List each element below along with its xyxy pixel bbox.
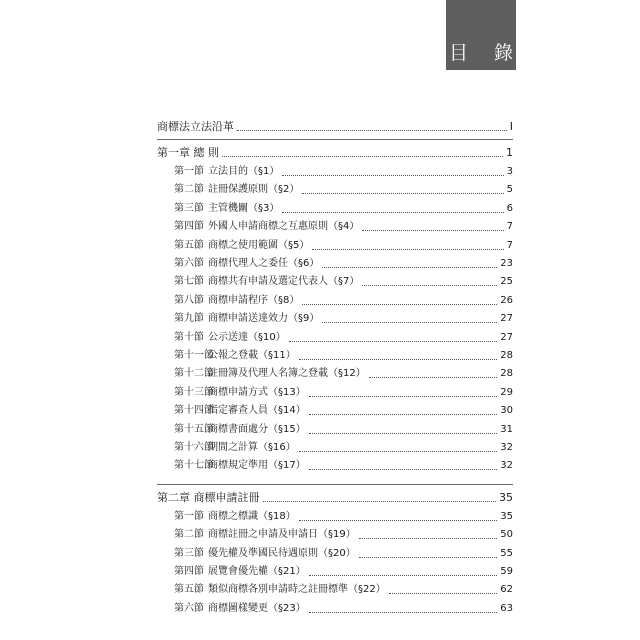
toc-section-entry <box>174 291 513 307</box>
toc-section-entry <box>174 272 513 288</box>
leader-dots <box>263 501 497 502</box>
section-title: 展覽會優先權（§21） <box>208 566 306 577</box>
toc-entry-label <box>174 166 279 178</box>
leader-dots <box>302 304 497 305</box>
toc-section-entry <box>174 420 513 436</box>
section-number: 第二節 <box>174 529 204 541</box>
section-title: 註冊簿及代理人名簿之登載（§12） <box>208 368 366 380</box>
leader-dots <box>299 359 498 360</box>
toc-entry-label <box>174 460 306 472</box>
toc-entry-label <box>174 442 296 454</box>
section-number: 第十一節 <box>174 350 214 361</box>
section-title: 商標規定準用（§17） <box>208 460 306 472</box>
leader-dots <box>362 230 503 231</box>
page-number: 23 <box>500 258 513 269</box>
page-number: 32 <box>500 460 513 472</box>
toc-section-entry <box>174 199 513 215</box>
page-number: 55 <box>500 547 513 559</box>
toc-section-entry <box>174 438 513 454</box>
toc-section-entry <box>174 346 513 362</box>
section-number: 第十三節 <box>174 386 214 398</box>
leader-dots <box>322 267 497 268</box>
toc-entry-label <box>174 566 306 578</box>
leader-dots <box>299 520 498 521</box>
toc-entry-label <box>174 350 296 362</box>
section-number: 第二節 <box>174 184 204 196</box>
section-number: 第十六節 <box>174 442 214 453</box>
page-number: 1 <box>506 146 513 159</box>
section-title: 外國人申請商標之互惠原則（§4） <box>208 221 360 233</box>
leader-dots <box>309 433 498 434</box>
section-number: 第十七節 <box>174 460 214 472</box>
toc-entry-label <box>174 240 309 252</box>
section-number: 第一節 <box>174 166 204 177</box>
leader-dots <box>362 285 497 286</box>
toc-entry-label <box>174 276 359 288</box>
page-number: 63 <box>500 602 513 614</box>
section-number: 第十四節 <box>174 405 214 417</box>
toc-entry-label <box>174 603 306 615</box>
toc-section-entry <box>174 544 513 560</box>
leader-dots <box>309 414 498 415</box>
page-number: 35 <box>499 490 513 504</box>
section-title: 商標註冊之申請及申請日（§19） <box>208 529 356 541</box>
toc-section-entry <box>174 562 513 578</box>
leader-dots <box>359 538 498 539</box>
section-title: 立法目的（§1） <box>208 166 280 177</box>
page-number: 25 <box>500 276 513 288</box>
leader-dots <box>282 212 503 213</box>
toc-section-entry <box>174 507 513 523</box>
page-number: 27 <box>500 331 513 343</box>
toc-entry-label: 第二章 商標申請註冊 <box>157 490 260 504</box>
section-title: 優先權及準國民待遇原則（§20） <box>208 547 356 559</box>
toc-chapter-entry <box>157 143 513 159</box>
section-number: 第八節 <box>174 294 204 306</box>
section-number: 第一節 <box>174 510 204 522</box>
page-number: 3 <box>506 166 513 177</box>
section-title: 商標申請送達效力（§9） <box>208 313 320 325</box>
page-number: 28 <box>500 368 513 380</box>
section-title: 商標圖樣變更（§23） <box>208 602 306 614</box>
leader-dots <box>282 175 503 176</box>
chapter-divider <box>157 139 513 140</box>
section-number: 第十節 <box>174 331 204 343</box>
toc-entry-label <box>174 184 299 196</box>
leader-dots <box>312 249 503 250</box>
section-number: 第七節 <box>174 276 204 288</box>
page-number: 28 <box>500 350 513 361</box>
section-number: 第六節 <box>174 258 204 269</box>
section-number: 第五節 <box>174 584 204 596</box>
toc-section-entry <box>174 180 513 196</box>
page-number: 31 <box>500 423 513 435</box>
toc-section-entry <box>174 328 513 344</box>
toc-section-entry <box>174 309 513 325</box>
page-number: 29 <box>500 386 513 398</box>
leader-dots <box>369 377 498 378</box>
toc-entry-label <box>174 387 306 399</box>
toc-entry-label: 第一章 總 則 <box>157 146 219 159</box>
leader-dots <box>389 593 498 594</box>
section-title: 註冊保護原則（§2） <box>208 184 300 196</box>
leader-dots <box>299 451 498 452</box>
section-title: 指定審查人員（§14） <box>208 405 306 417</box>
section-title: 期間之計算（§16） <box>208 442 296 453</box>
section-number: 第三節 <box>174 547 204 559</box>
toc-section-entry <box>174 236 513 252</box>
section-number: 第十二節 <box>174 368 214 380</box>
section-title: 商標代理人之委任（§6） <box>208 258 320 269</box>
page-number: 50 <box>500 529 513 541</box>
toc-entry-label <box>174 332 286 344</box>
toc-section-entry <box>174 580 513 596</box>
page-number: 6 <box>506 202 513 214</box>
leader-dots <box>309 575 498 576</box>
toc-section-entry <box>174 217 513 233</box>
section-number: 第四節 <box>174 566 204 577</box>
section-title: 商標共有申請及選定代表人（§7） <box>208 276 360 288</box>
section-number: 第三節 <box>174 202 204 214</box>
toc-entry-label <box>174 529 356 541</box>
toc-section-entry <box>174 456 513 472</box>
toc-entry-label <box>174 405 306 417</box>
toc-entry-label <box>174 295 299 307</box>
page-number: 7 <box>506 221 513 233</box>
page-number: 30 <box>500 405 513 417</box>
page-number: I <box>509 120 513 133</box>
section-title: 類似商標各別申請時之註冊標準（§22） <box>208 584 386 596</box>
leader-dots <box>309 469 498 470</box>
page-number: 35 <box>500 510 513 522</box>
section-title: 主管機關（§3） <box>208 202 280 214</box>
toc-entry-label <box>174 548 356 560</box>
toc-section-entry <box>174 383 513 399</box>
toc-section-entry <box>174 525 513 541</box>
page-number: 62 <box>500 584 513 596</box>
page-number: 5 <box>506 184 513 196</box>
toc-section-entry <box>174 599 513 615</box>
section-title: 商標之使用範圍（§5） <box>208 239 310 251</box>
toc-entry-label <box>174 313 319 325</box>
toc-chapter-entry <box>157 488 513 504</box>
section-title: 商標書面處分（§15） <box>208 423 306 435</box>
page-title: 目 錄 <box>448 42 524 64</box>
toc-entry-label <box>174 368 366 380</box>
toc-entry-label <box>174 203 279 215</box>
leader-dots <box>309 612 498 613</box>
toc-entry-label <box>174 424 306 436</box>
section-number: 第六節 <box>174 602 204 614</box>
toc-preface-entry <box>157 117 513 133</box>
toc-entry-label <box>174 511 296 523</box>
leader-dots <box>237 130 507 131</box>
section-number: 第九節 <box>174 313 204 325</box>
chapter-divider <box>157 484 513 485</box>
page-number: 26 <box>500 294 513 306</box>
toc-entry-label <box>174 221 359 233</box>
section-title: 商標申請方式（§13） <box>208 386 306 398</box>
toc-entry-label: 商標法立法沿革 <box>157 120 234 133</box>
page-number: 27 <box>500 313 513 325</box>
toc-entry-label <box>174 584 386 596</box>
toc-section-entry <box>174 364 513 380</box>
leader-dots <box>222 156 503 157</box>
section-number: 第四節 <box>174 221 204 233</box>
section-number: 第十五節 <box>174 423 214 435</box>
section-title: 公示送達（§10） <box>208 331 286 343</box>
toc-entry-label <box>174 258 319 270</box>
section-number: 第五節 <box>174 239 204 251</box>
leader-dots <box>309 396 498 397</box>
toc-title-box <box>446 0 524 70</box>
leader-dots <box>322 322 497 323</box>
toc-section-entry <box>174 401 513 417</box>
page-number: 32 <box>500 442 513 453</box>
toc-section-entry <box>174 254 513 270</box>
leader-dots <box>359 557 498 558</box>
leader-dots <box>289 341 498 342</box>
section-title: 商標申請程序（§8） <box>208 294 300 306</box>
page-number: 59 <box>500 566 513 577</box>
section-title: 公報之登載（§11） <box>208 350 296 361</box>
toc-section-entry <box>174 162 513 178</box>
page-number: 7 <box>506 239 513 251</box>
section-title: 商標之標識（§18） <box>208 510 296 522</box>
leader-dots <box>302 193 503 194</box>
